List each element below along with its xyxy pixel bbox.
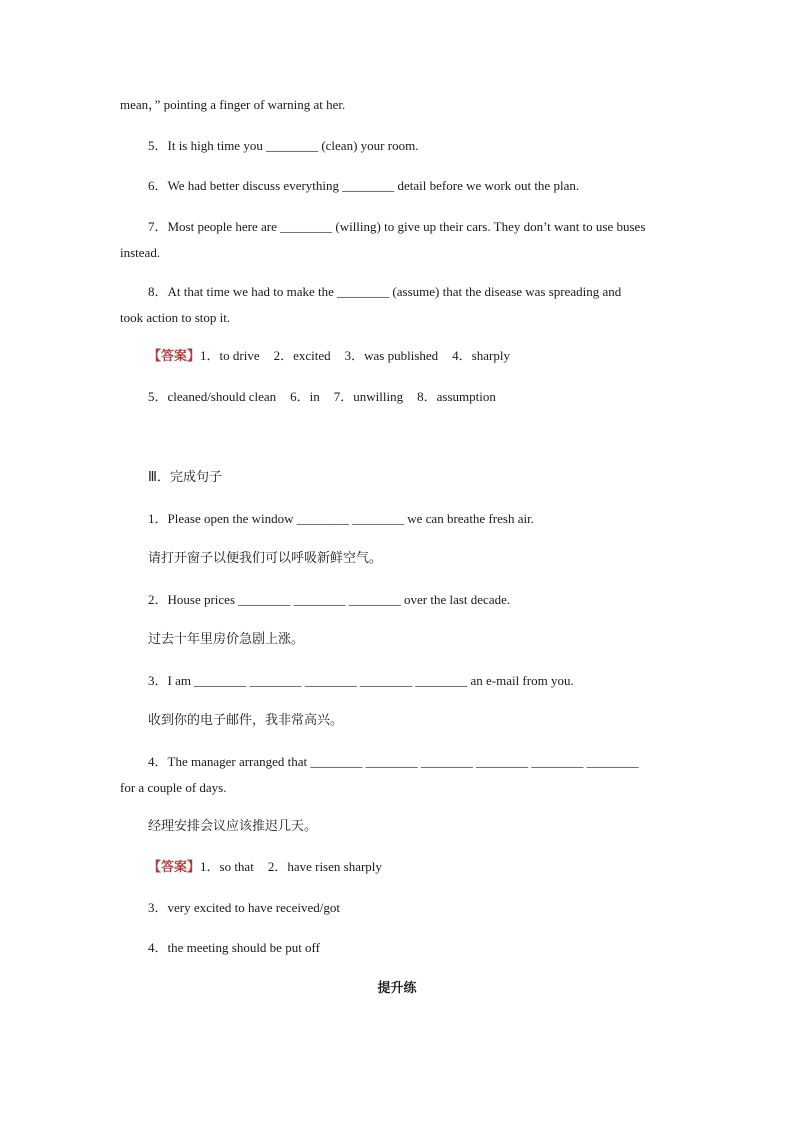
- sentence-2-translation: 过去十年里房价急剧上涨。: [148, 632, 305, 647]
- answer-item: 4．sharply: [452, 348, 510, 363]
- section-footer-title: 提升练: [377, 981, 417, 996]
- answer-item: 1．so that: [200, 859, 254, 874]
- answer-item: 6．in: [290, 389, 320, 404]
- sentence-4: 4．The manager arranged that ________ ________ ________ ________ ________ ________: [148, 754, 639, 769]
- sentence-4-cont: for a couple of days.: [120, 780, 227, 795]
- answer-item: 1．to drive: [200, 348, 260, 363]
- question-7: 7．Most people here are ________ (willing) to give up their cars. They don’t want to use buses: [148, 219, 646, 234]
- question-6: 6．We had better discuss everything ________ detail before we work out the plan.: [148, 178, 580, 193]
- answer-line-5: 4．the meeting should be put off: [148, 940, 320, 955]
- answer-line-4: 3．very excited to have received/got: [148, 900, 341, 915]
- sentence-3-translation: 收到你的电子邮件，我非常高兴。: [148, 713, 344, 728]
- answer-line-1: [148, 348, 510, 365]
- text-line: mean，” pointing a finger of warning at her.: [120, 97, 346, 112]
- answer-item: 7．unwilling: [333, 389, 404, 404]
- question-8-cont: took action to stop it.: [120, 310, 231, 325]
- sentence-3: 3．I am ________ ________ ________ ________ ________ an e-mail from you.: [148, 673, 574, 688]
- answer-item: 3．was published: [344, 348, 439, 363]
- sentence-1: 1．Please open the window ________ ________ we can breathe fresh air.: [148, 511, 534, 526]
- answer-item: 5．cleaned/should clean: [148, 389, 277, 404]
- sentence-1-translation: 请打开窗子以便我们可以呼吸新鲜空气。: [148, 551, 383, 566]
- section-heading: Ⅲ．完成句子: [148, 470, 222, 485]
- answer-line-2: [148, 389, 496, 405]
- answer-item: 2．excited: [273, 348, 331, 363]
- question-7-cont: instead.: [120, 245, 161, 260]
- sentence-2: 2．House prices ________ ________ ________ over the last decade.: [148, 592, 511, 607]
- question-8: 8．At that time we had to make the ________ (assume) that the disease was spreading and: [148, 284, 622, 299]
- answer-line-3: [148, 859, 382, 876]
- answer-tag: 【答案】: [148, 860, 201, 875]
- answer-tag: 【答案】: [148, 349, 201, 364]
- sentence-4-translation: 经理安排会议应该推迟几天。: [148, 819, 318, 834]
- answer-item: 8．assumption: [417, 389, 496, 404]
- question-5: 5．It is high time you ________ (clean) your room.: [148, 138, 419, 153]
- answer-item: 2．have risen sharply: [267, 859, 382, 874]
